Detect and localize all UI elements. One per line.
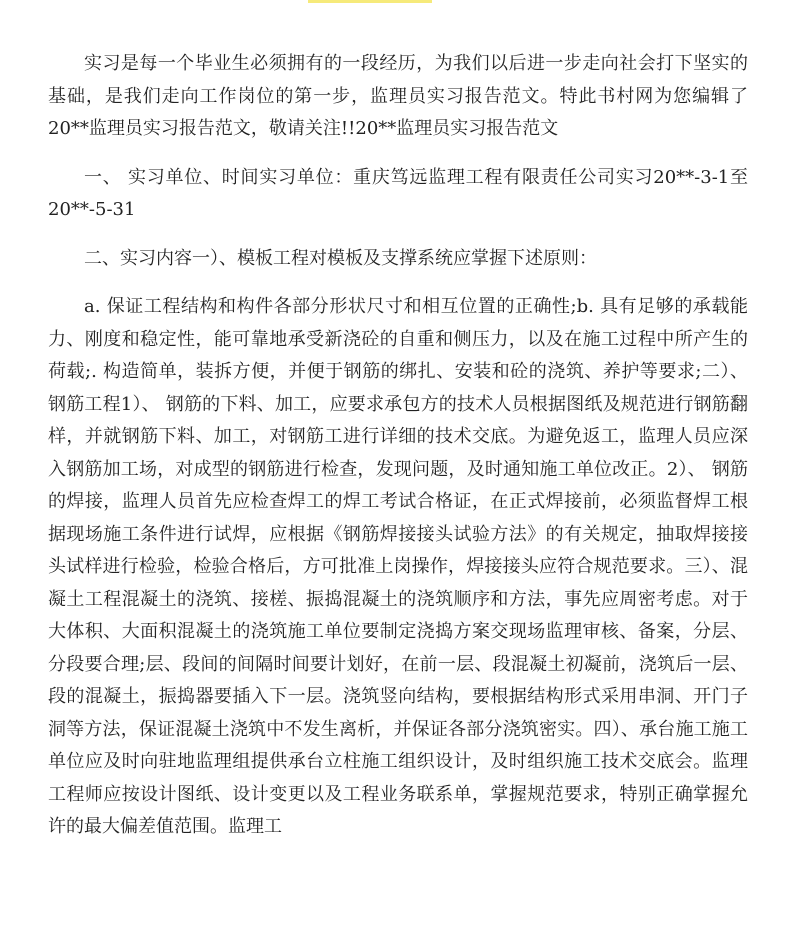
paragraph-intro: 实习是每一个毕业生必须拥有的一段经历，为我们以后进一步走向社会打下坚实的基础，是我们走向工作岗位的第一步，监理员实习报告范文。特此书村网为您编辑了20**监理员实习报告范文，敬请关注!!20**监理员实习报告范文 — [48, 53, 748, 139]
document-body — [48, 48, 748, 860]
paragraph-internship-unit: 一、 实习单位、时间实习单位：重庆笃远监理工程有限责任公司实习20**-3-1至20**-5-31 — [48, 166, 748, 220]
paragraph-details: a. 保证工程结构和构件各部分形状尺寸和相互位置的正确性;b. 具有足够的承载能力、刚度和稳定性，能可靠地承受新浇砼的自重和侧压力，以及在施工过程中所产生的荷载;. 构造简单，装拆方便，并便于钢筋的绑扎、安装和砼的浇筑、养护等要求;二）、 钢筋工程1）、 钢筋的下料、加工，应要求承包方的技术人员根据图纸及规范进行钢筋翻样，并就钢筋下料、加工，对钢筋工进行详细的技术交底。为避免返工，监理人员应深入钢筋加工场，对成型的钢筋进行检查，发现问题，及时通知施工单位改正。2）、 钢筋的焊接，监理人员首先应检查焊工的焊工考试合格证，在正式焊接前，必须监督焊工根据现场施工条件进行试焊，应根据《钢筋焊接接头试验方法》的有关规定，抽取焊接接头试样进行检验，检验合格后，方可批准上岗操作，焊接接头应符合规范要求。三）、混凝土工程混凝土的浇筑、接槎、振捣混凝土的浇筑顺序和方法，事先应周密考虑。对于大体积、大面积混凝土的浇筑施工单位要制定浇捣方案交现场监理审核、备案，分层、分段要合理;层、段间的间隔时间要计划好，在前一层、段混凝土初凝前，浇筑后一层、段的混凝土，振捣器要插入下一层。浇筑竖向结构，要根据结构形式采用串洞、开门子洞等方法，保证混凝土浇筑中不发生离析，并保证各部分浇筑密实。四）、承台施工施工单位应及时向驻地监理组提供承台立柱施工组织设计，及时组织施工技术交底会。监理工程师应按设计图纸、设计变更以及工程业务联系单，掌握规范要求，特别正确掌握允许的最大偏差值范围。监理工 — [48, 296, 748, 837]
paragraph-internship-content: 二、实习内容一）、模板工程对模板及支撑系统应掌握下述原则： — [84, 247, 597, 269]
top-highlight-strip — [308, 0, 432, 3]
